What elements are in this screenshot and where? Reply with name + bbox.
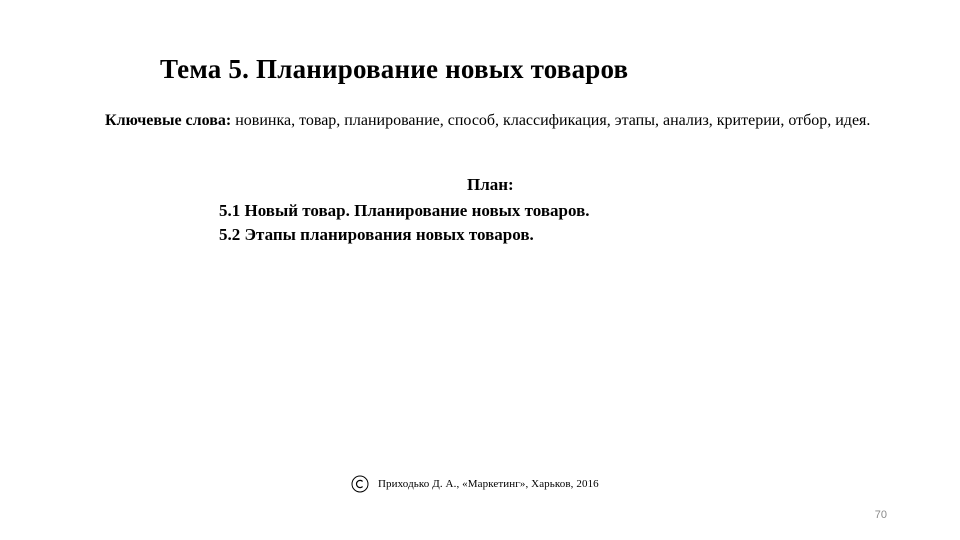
copyright-icon [351,475,369,493]
keywords-paragraph [105,110,905,132]
plan-heading: План: [467,175,514,194]
page-number: 70 [874,509,887,521]
plan-item-5-2: 5.2 Этапы планирования новых товаров. [219,225,534,244]
copyright-footer [351,475,599,493]
plan-item-5-1: 5.1 Новый товар. Планирование новых товаров. [219,201,590,220]
plan-list [219,199,590,247]
keywords-label: Ключевые слова: [105,112,232,129]
copyright-text: Приходько Д. А., «Маркетинг», Харьков, 2016 [378,478,599,490]
slide-title: Тема 5. Планирование новых товаров [160,54,629,84]
keywords-text: новинка, товар, планирование, способ, классификация, этапы, анализ, критерии, отбор, идея. [231,112,871,129]
